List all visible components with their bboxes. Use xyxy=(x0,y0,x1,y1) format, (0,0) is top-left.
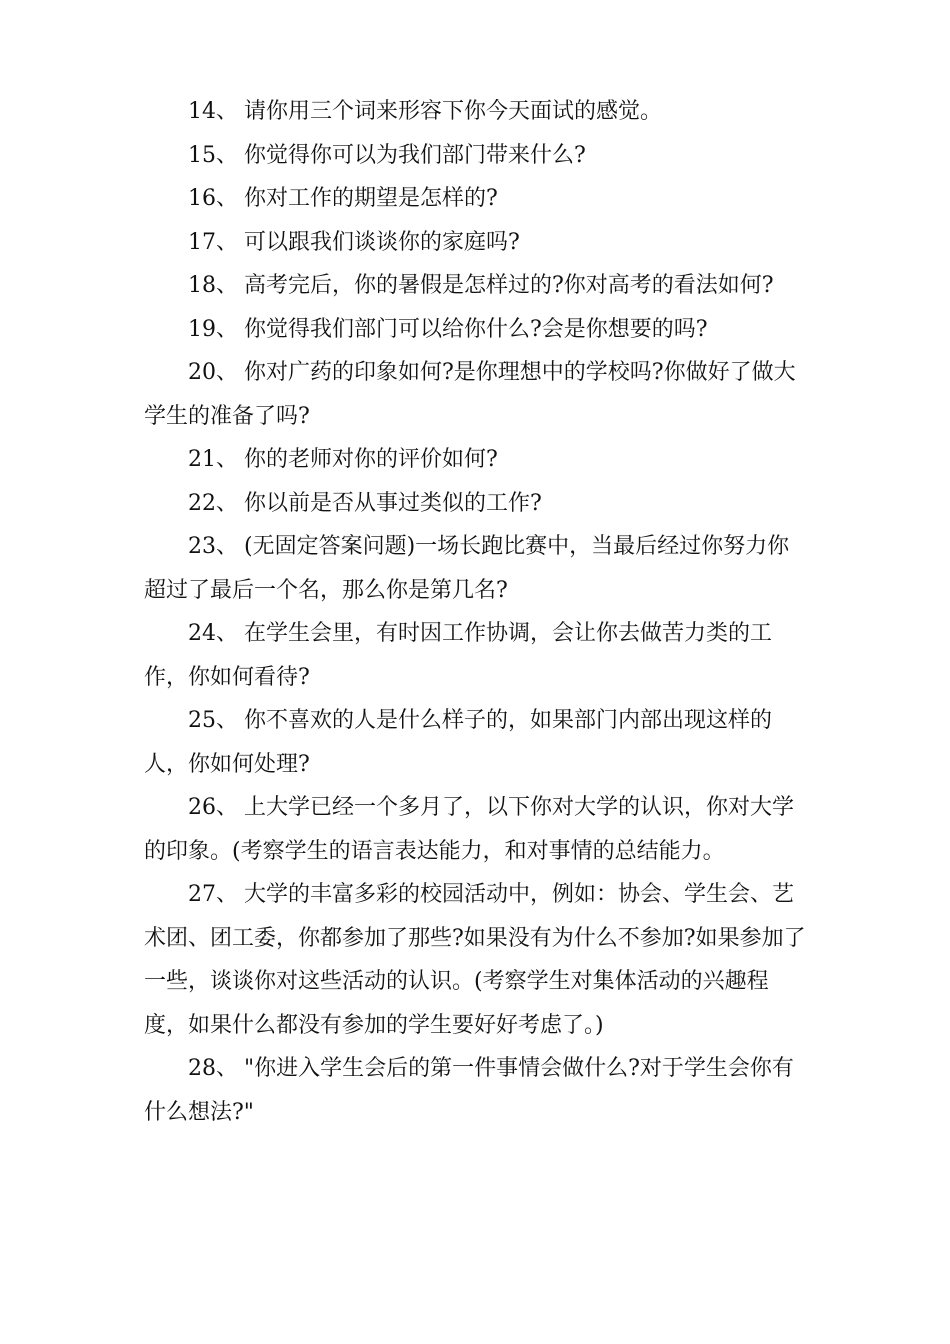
question-item xyxy=(144,482,806,526)
question-text: 你对工作的期望是怎样的? xyxy=(244,186,498,211)
question-text: 高考完后，你的暑假是怎样过的?你对高考的看法如何? xyxy=(244,273,774,298)
question-list xyxy=(144,90,806,1134)
question-item xyxy=(144,264,806,308)
question-item xyxy=(144,90,806,134)
question-text: 上大学已经一个多月了，以下你对大学的认识，你对大学的印象。(考察学生的语言表达能力，和对事情的总结能力。 xyxy=(144,795,795,864)
question-number: 28、 xyxy=(188,1056,238,1081)
question-number: 22、 xyxy=(188,490,238,516)
question-text: 你以前是否从事过类似的工作? xyxy=(244,490,542,516)
question-item xyxy=(144,221,806,265)
question-text: 在学生会里，有时因工作协调，会让你去做苦力类的工作，你如何看待? xyxy=(144,621,773,690)
question-item xyxy=(144,1047,806,1134)
question-text: 可以跟我们谈谈你的家庭吗? xyxy=(244,229,520,255)
question-item xyxy=(144,525,806,612)
question-item xyxy=(144,177,806,221)
question-number: 16、 xyxy=(188,186,238,211)
question-number: 21、 xyxy=(188,447,238,472)
question-item xyxy=(144,438,806,482)
question-text: 你不喜欢的人是什么样子的，如果部门内部出现这样的人，你如何处理? xyxy=(144,708,773,777)
question-number: 15、 xyxy=(188,142,238,168)
question-text: 你觉得你可以为我们部门带来什么? xyxy=(244,142,586,168)
question-number: 26、 xyxy=(188,795,238,820)
question-item xyxy=(144,612,806,699)
question-text: 你觉得我们部门可以给你什么?会是你想要的吗? xyxy=(244,316,708,342)
question-number: 24、 xyxy=(188,621,238,646)
question-item xyxy=(144,351,806,438)
question-number: 14、 xyxy=(188,99,238,124)
question-text: (无固定答案问题)一场长跑比赛中，当最后经过你努力你超过了最后一个名，那么你是第几名? xyxy=(144,534,790,603)
question-number: 25、 xyxy=(188,708,238,733)
question-number: 17、 xyxy=(188,229,238,255)
question-number: 27、 xyxy=(188,882,238,907)
question-text: 请你用三个词来形容下你今天面试的感觉。 xyxy=(244,99,663,124)
question-number: 18、 xyxy=(188,273,238,298)
question-item xyxy=(144,786,806,873)
question-text: "你进入学生会后的第一件事情会做什么?对于学生会你有什么想法?" xyxy=(144,1056,794,1125)
question-text: 大学的丰富多彩的校园活动中，例如：协会、学生会、艺术团、团工委，你都参加了那些?如果没有为什么不参加?如果参加了一些，谈谈你对这些活动的认识。(考察学生对集体活动的兴趣程度，如果什么都没有参加的学生要好好考虑了。) xyxy=(144,882,806,1038)
question-text: 你对广药的印象如何?是你理想中的学校吗?你做好了做大学生的准备了吗? xyxy=(144,360,796,429)
question-item xyxy=(144,873,806,1047)
question-item xyxy=(144,134,806,178)
question-item xyxy=(144,699,806,786)
question-number: 19、 xyxy=(188,316,238,342)
question-text: 你的老师对你的评价如何? xyxy=(244,447,498,472)
question-item xyxy=(144,308,806,352)
question-number: 20、 xyxy=(188,360,238,385)
question-number: 23、 xyxy=(188,534,238,559)
